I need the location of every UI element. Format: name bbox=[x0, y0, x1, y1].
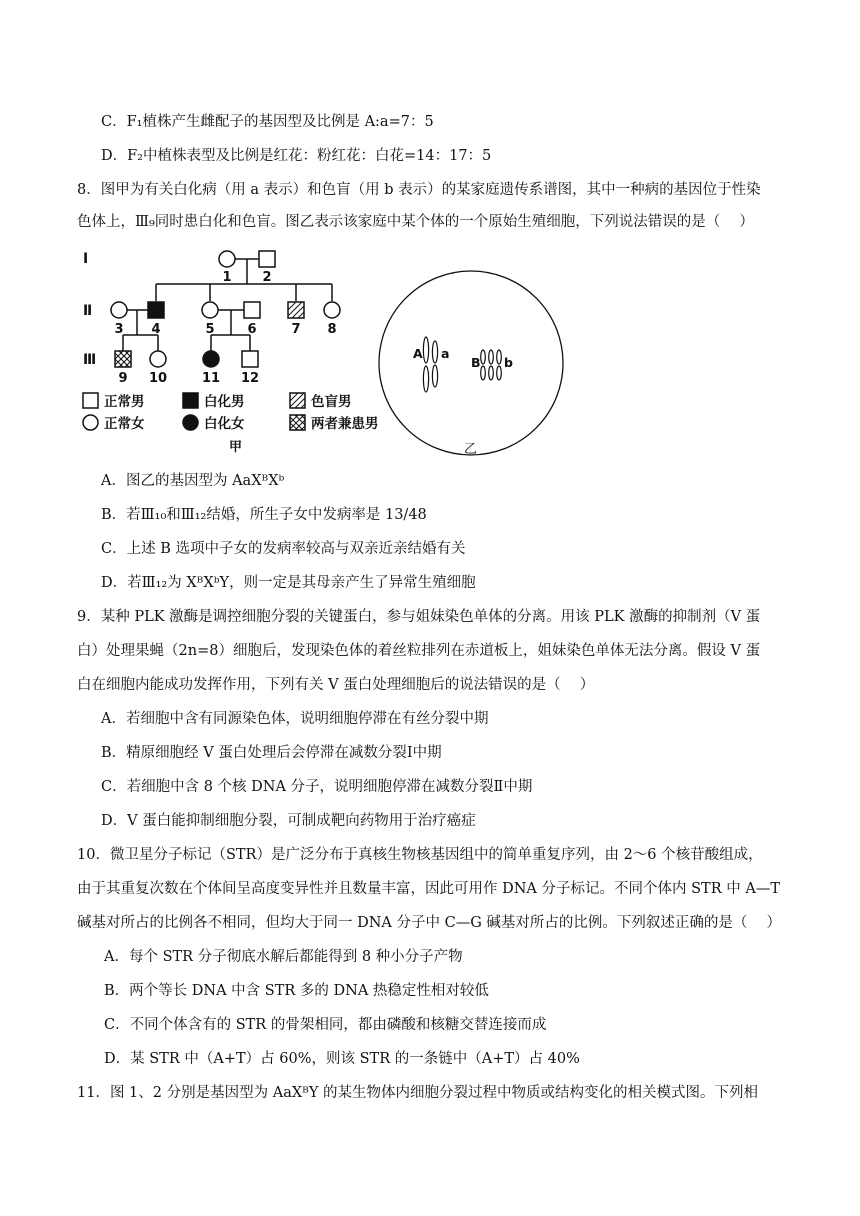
pedigree-id: 9 bbox=[118, 371, 128, 386]
legend-albino-female-symbol bbox=[183, 415, 198, 430]
q10-option-d: D．某 STR 中（A+T）占 60%，则该 STR 的一条链中（A+T）占 40% bbox=[104, 1051, 580, 1067]
gen-label-III: Ⅲ bbox=[83, 352, 97, 368]
pedigree-II-8 bbox=[324, 302, 340, 318]
legend-normal-male-label: 正常男 bbox=[104, 394, 145, 410]
allele-A-label: A bbox=[413, 346, 423, 361]
q7-option-c: C．F₁植株产生雌配子的基因型及比例是 A:a=7：5 bbox=[101, 114, 434, 130]
q8-option-d: D．若Ⅲ₁₂为 XᴮXᵇY，则一定是其母亲产生了异常生殖细胞 bbox=[101, 575, 476, 591]
pedigree-id: 5 bbox=[205, 322, 215, 337]
q10-option-a: A．每个 STR 分子彻底水解后都能得到 8 种小分子产物 bbox=[104, 949, 463, 965]
pedigree-id: 2 bbox=[262, 270, 272, 285]
q8-option-c: C．上述 B 选项中子女的发病率较高与双亲近亲结婚有关 bbox=[101, 541, 466, 557]
legend-both-male-label: 两者兼患男 bbox=[311, 416, 379, 432]
pedigree-id: 12 bbox=[240, 371, 260, 386]
q10-option-b: B．两个等长 DNA 中含 STR 多的 DNA 热稳定性相对较低 bbox=[104, 983, 489, 999]
pedigree-id: 1 bbox=[222, 270, 232, 285]
legend-albino-female-label: 白化女 bbox=[204, 416, 245, 432]
legend-albino-male-symbol bbox=[183, 393, 198, 408]
pedigree-III-11 bbox=[203, 351, 219, 367]
q10-option-c: C．不同个体含有的 STR 的骨架相同，都由磷酸和核糖交替连接而成 bbox=[104, 1017, 547, 1033]
gen-label-II: Ⅱ bbox=[83, 303, 93, 319]
legend-normal-female-symbol bbox=[83, 415, 98, 430]
figure-a-caption: 甲 bbox=[229, 440, 243, 455]
pedigree-II-6 bbox=[244, 302, 260, 318]
q9-option-c: C．若细胞中含 8 个核 DNA 分子，说明细胞停滞在减数分裂Ⅱ中期 bbox=[101, 779, 533, 795]
allele-B-label: B bbox=[471, 355, 481, 370]
q9-option-d: D．V 蛋白能抑制细胞分裂，可制成靶向药物用于治疗癌症 bbox=[101, 813, 476, 829]
pedigree-id: 11 bbox=[201, 371, 221, 386]
q8-figure bbox=[77, 240, 837, 460]
q9-stem-line3: 白在细胞内能成功发挥作用，下列有关 V 蛋白处理细胞后的说法错误的是（ ） bbox=[77, 677, 595, 693]
legend-albino-male-label: 白化男 bbox=[204, 394, 245, 410]
q9-option-b: B．精原细胞经 V 蛋白处理后会停滞在减数分裂Ⅰ中期 bbox=[101, 745, 442, 761]
pedigree-id: 8 bbox=[327, 322, 337, 337]
q8-option-b: B．若Ⅲ₁₀和Ⅲ₁₂结婚，所生子女中发病率是 13/48 bbox=[101, 507, 427, 523]
q8-stem-line2: 色体上，Ⅲ₉同时患白化和色盲。图乙表示该家庭中某个体的一个原始生殖细胞，下列说法错误的是（ ） bbox=[77, 214, 754, 230]
allele-a-label: a bbox=[441, 346, 450, 361]
q10-stem-line3: 碱基对所占的比例各不相同，但均大于同一 DNA 分子中 C—G 碱基对所占的比例。下列叙述正确的是（ ） bbox=[77, 915, 782, 931]
pedigree-I-1 bbox=[219, 251, 235, 267]
q9-option-a: A．若细胞中含有同源染色体，说明细胞停滞在有丝分裂中期 bbox=[101, 711, 489, 727]
pedigree-II-7 bbox=[288, 302, 304, 318]
legend-normal-female-label: 正常女 bbox=[104, 416, 145, 432]
pedigree-id: 3 bbox=[114, 322, 124, 337]
pedigree-II-5 bbox=[202, 302, 218, 318]
q10-stem-line1: 10．微卫星分子标记（STR）是广泛分布于真核生物核基因组中的简单重复序列，由 2～6 个核苷酸组成， bbox=[77, 847, 763, 863]
pedigree-id: 7 bbox=[291, 322, 301, 337]
q7-option-d: D．F₂中植株表型及比例是红花：粉红花：白花=14：17：5 bbox=[101, 148, 492, 164]
q10-stem-line2: 由于其重复次数在个体间呈高度变异性并且数量丰富，因此可用作 DNA 分子标记。不同个体内 STR 中 A—T bbox=[77, 881, 780, 897]
pedigree-id: 4 bbox=[151, 322, 161, 337]
pedigree-id: 6 bbox=[247, 322, 257, 337]
pedigree-II-4 bbox=[148, 302, 164, 318]
pedigree-III-10 bbox=[150, 351, 166, 367]
q11-stem-line1: 11．图 1、2 分别是基因型为 AaXᴮY 的某生物体内细胞分裂过程中物质或结构变化的相关模式图。下列相 bbox=[77, 1085, 759, 1101]
q9-stem-line2: 白）处理果蝇（2n=8）细胞后，发现染色体的着丝粒排列在赤道板上，姐妹染色单体无法分离。假设 V 蛋 bbox=[77, 643, 761, 659]
pedigree-III-12 bbox=[242, 351, 258, 367]
figure-b-caption: 乙 bbox=[464, 442, 478, 457]
pedigree-I-2 bbox=[259, 251, 275, 267]
q8-stem-line1: 8．图甲为有关白化病（用 a 表示）和色盲（用 b 表示）的某家庭遗传系谱图，其中一种病的基因位于性染 bbox=[77, 182, 761, 198]
q8-option-a: A．图乙的基因型为 AaXᴮXᵇ bbox=[101, 473, 285, 489]
pedigree-II-3 bbox=[111, 302, 127, 318]
pedigree-id: 10 bbox=[148, 371, 168, 386]
gen-label-I: Ⅰ bbox=[83, 251, 89, 267]
q9-stem-line1: 9．某种 PLK 激酶是调控细胞分裂的关键蛋白，参与姐妹染色单体的分离。用该 PLK 激酶的抑制剂（V 蛋 bbox=[77, 609, 761, 625]
legend-normal-male-symbol bbox=[83, 393, 98, 408]
allele-b-label: b bbox=[504, 355, 513, 370]
pedigree-III-9 bbox=[115, 351, 131, 367]
legend-colorblind-male-label: 色盲男 bbox=[311, 394, 352, 410]
